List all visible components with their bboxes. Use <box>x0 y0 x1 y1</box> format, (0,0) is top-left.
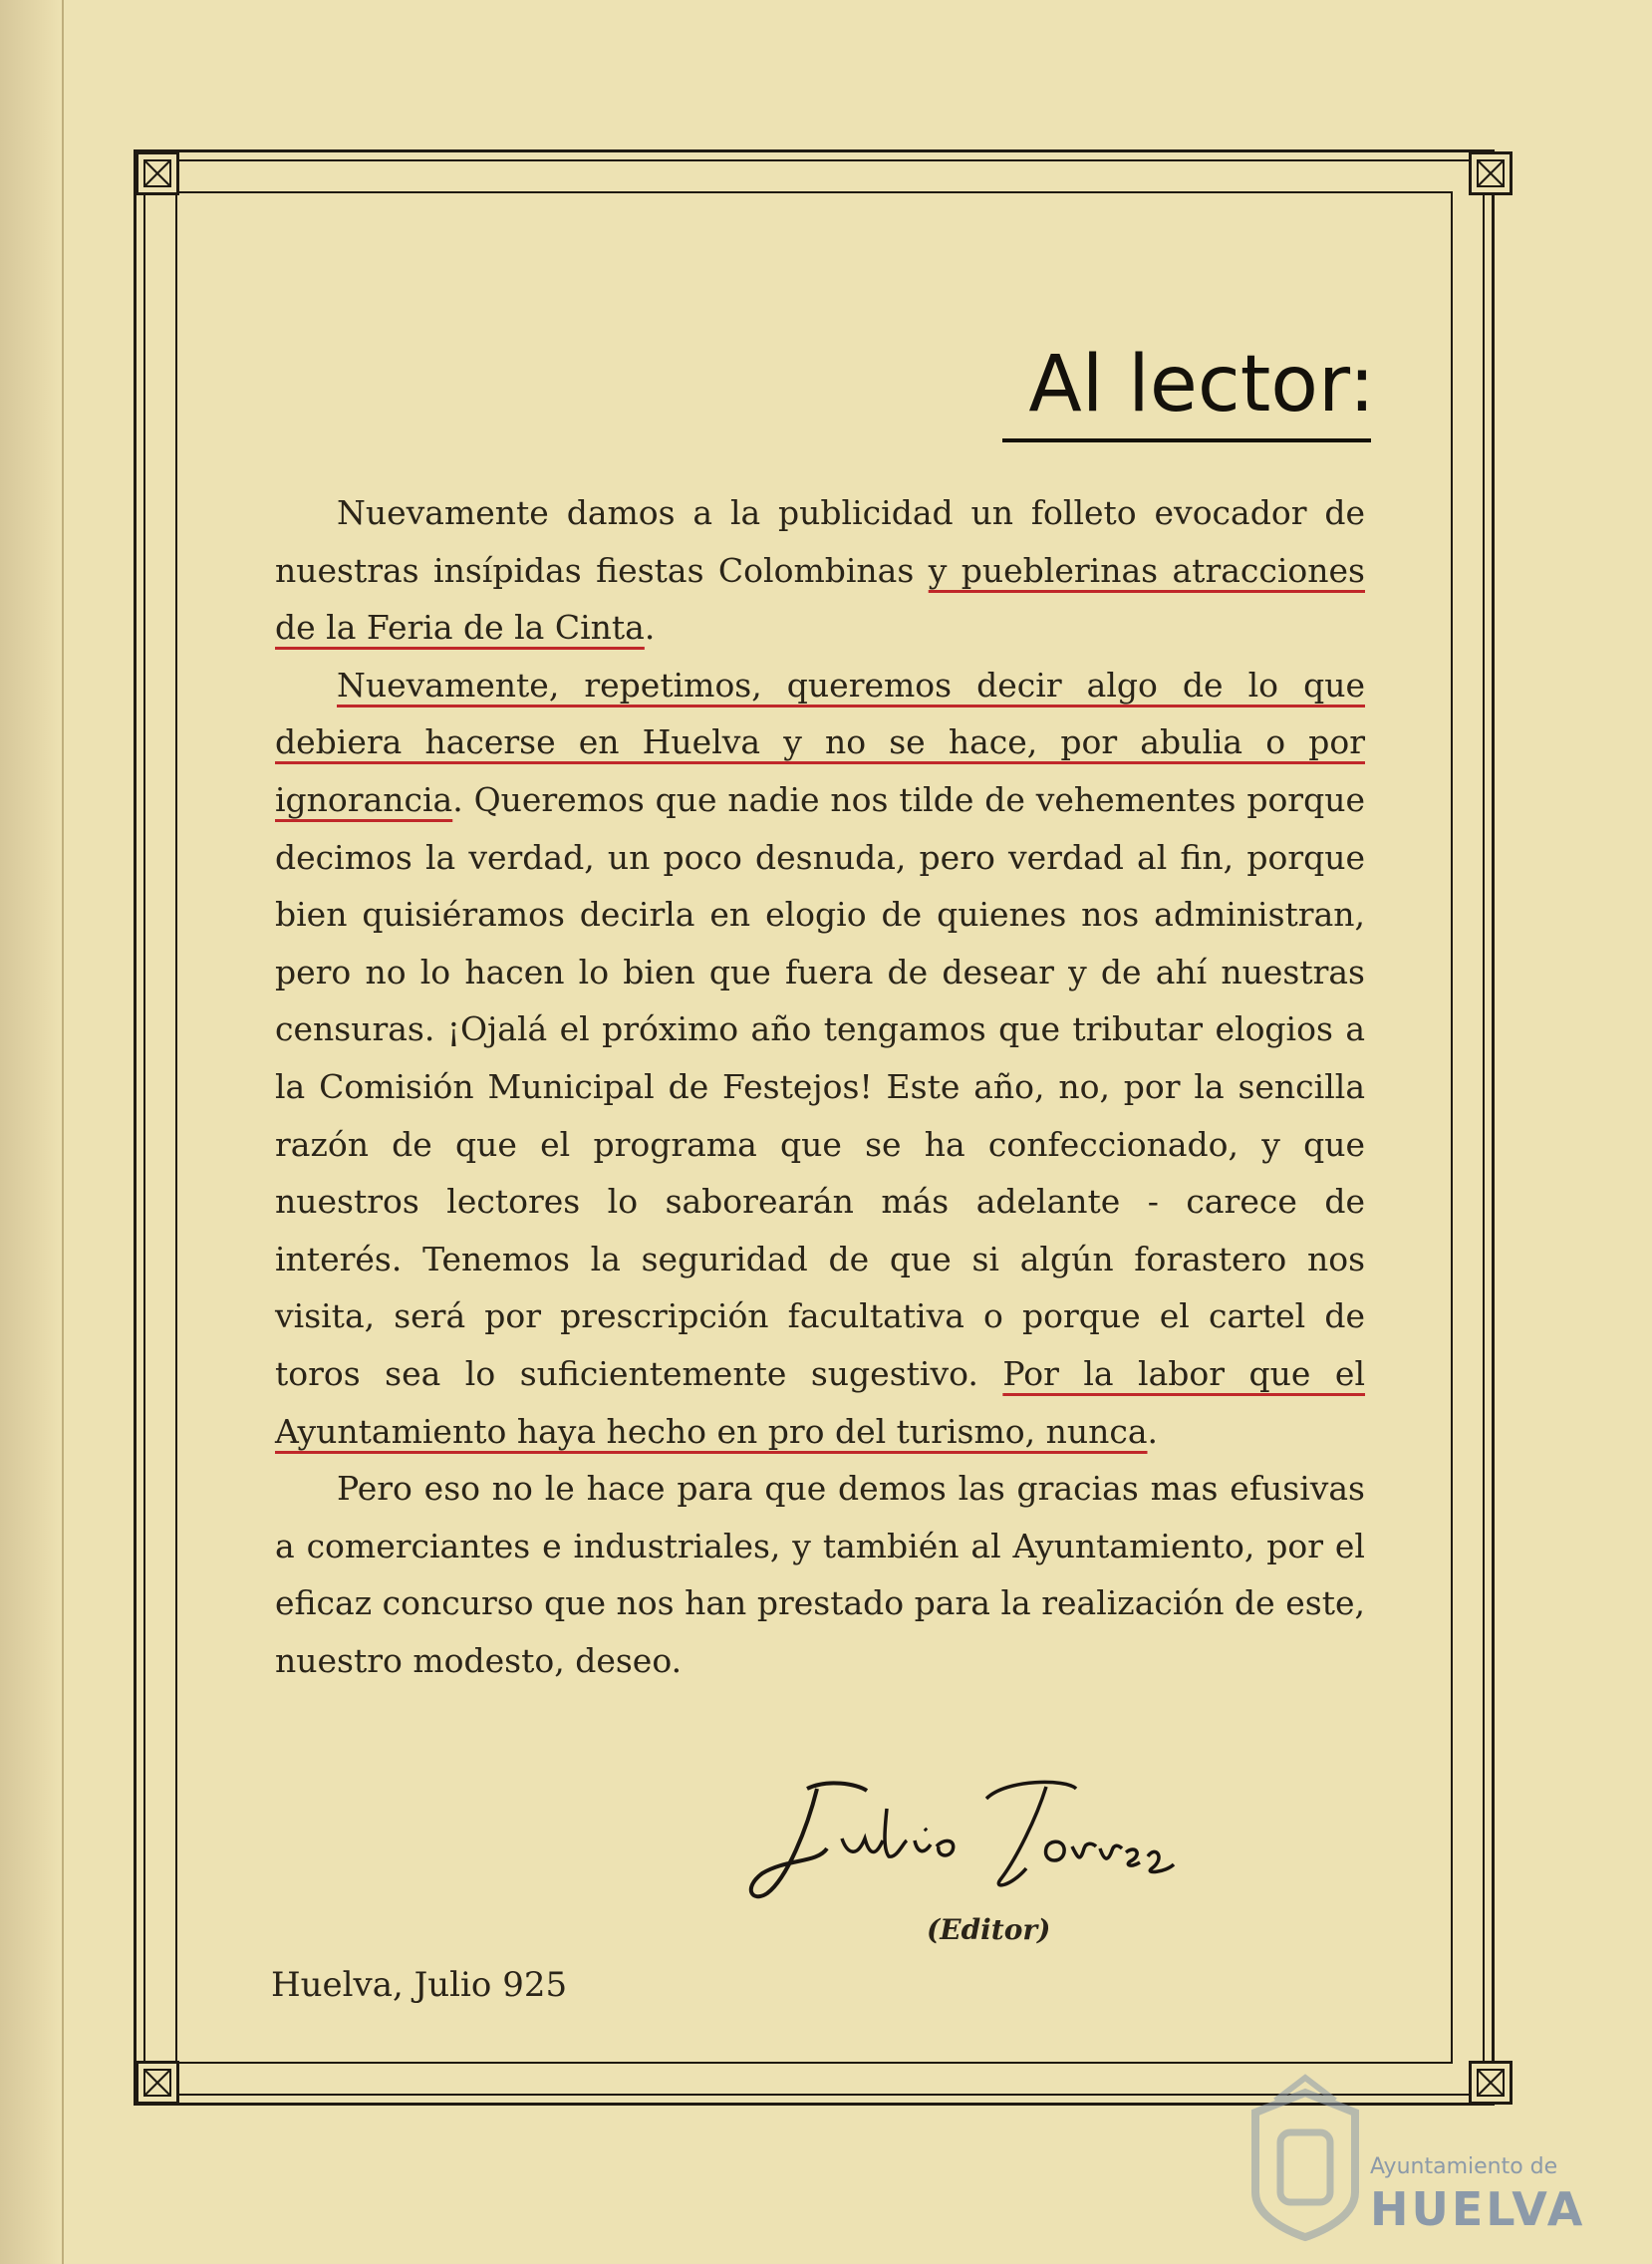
seal-label: Ayuntamiento de <box>1370 2154 1558 2179</box>
page-gutter <box>0 0 64 2264</box>
corner-ornament-top-right <box>1469 151 1513 195</box>
paragraph-1-underlined: y pueblerinas atracciones de la Feria de la Cinta <box>275 550 1365 648</box>
paragraph-2-underlined-end: Por la labor que el Ayuntamiento haya hecho en pro del turismo, nunca <box>275 1353 1366 1451</box>
corner-ornament-bottom-left <box>136 2061 179 2105</box>
paragraph-2-end: . <box>1147 1411 1158 1451</box>
title-underline-rule <box>1002 438 1371 442</box>
paragraph-2-text: . Queremos que nadie nos tilde de vehementes porque decimos la verdad, un poco desnuda, pero verdad al fin, porque bien quisiéramos decirla en elogio de quienes nos administran, pero no lo hacen lo bien que fuera de desear y de ahí nuestras censuras. ¡Ojalá el próximo año tengamos que tributar elogios a la Comisión Municipal de Festejos! Este año, no, por la sencilla razón de que el programa que se ha confeccionado, y que nuestros lectores lo saborearán más adelante - carece de interés. Tenemos la seguridad de que si algún forastero nos visita, será por prescripción facultativa o porque el cartel de toros sea lo suficientemente sugestivo. <box>275 779 1365 1393</box>
paragraph-1 <box>275 484 1365 657</box>
paragraph-2 <box>275 657 1365 1460</box>
page-title: Al lector: <box>1028 340 1375 429</box>
paragraph-1-end: . <box>644 608 656 648</box>
letter-body <box>275 484 1365 1689</box>
corner-ornament-top-left <box>136 151 179 195</box>
dateline: Huelva, Julio 925 <box>271 1965 568 2005</box>
handwritten-signature <box>747 1769 1226 1918</box>
signature-role: (Editor) <box>927 1913 1051 1946</box>
seal-name: HUELVA <box>1370 2182 1586 2236</box>
paragraph-1-text: Nuevamente damos a la publicidad un folleto evocador de nuestras insípidas fiestas Colombinas <box>275 493 1365 590</box>
paragraph-2-underlined-start: Nuevamente, repetimos, queremos decir algo de lo que debiera hacerse en Huelva y no se hace, por abulia o por ignorancia <box>275 665 1365 819</box>
paragraph-3: Pero eso no le hace para que demos las gracias mas efusivas a comerciantes e industriales, y también al Ayuntamiento, por el eficaz concurso que nos han prestado para la realización de este, nuestro modesto, deseo. <box>275 1469 1365 1680</box>
